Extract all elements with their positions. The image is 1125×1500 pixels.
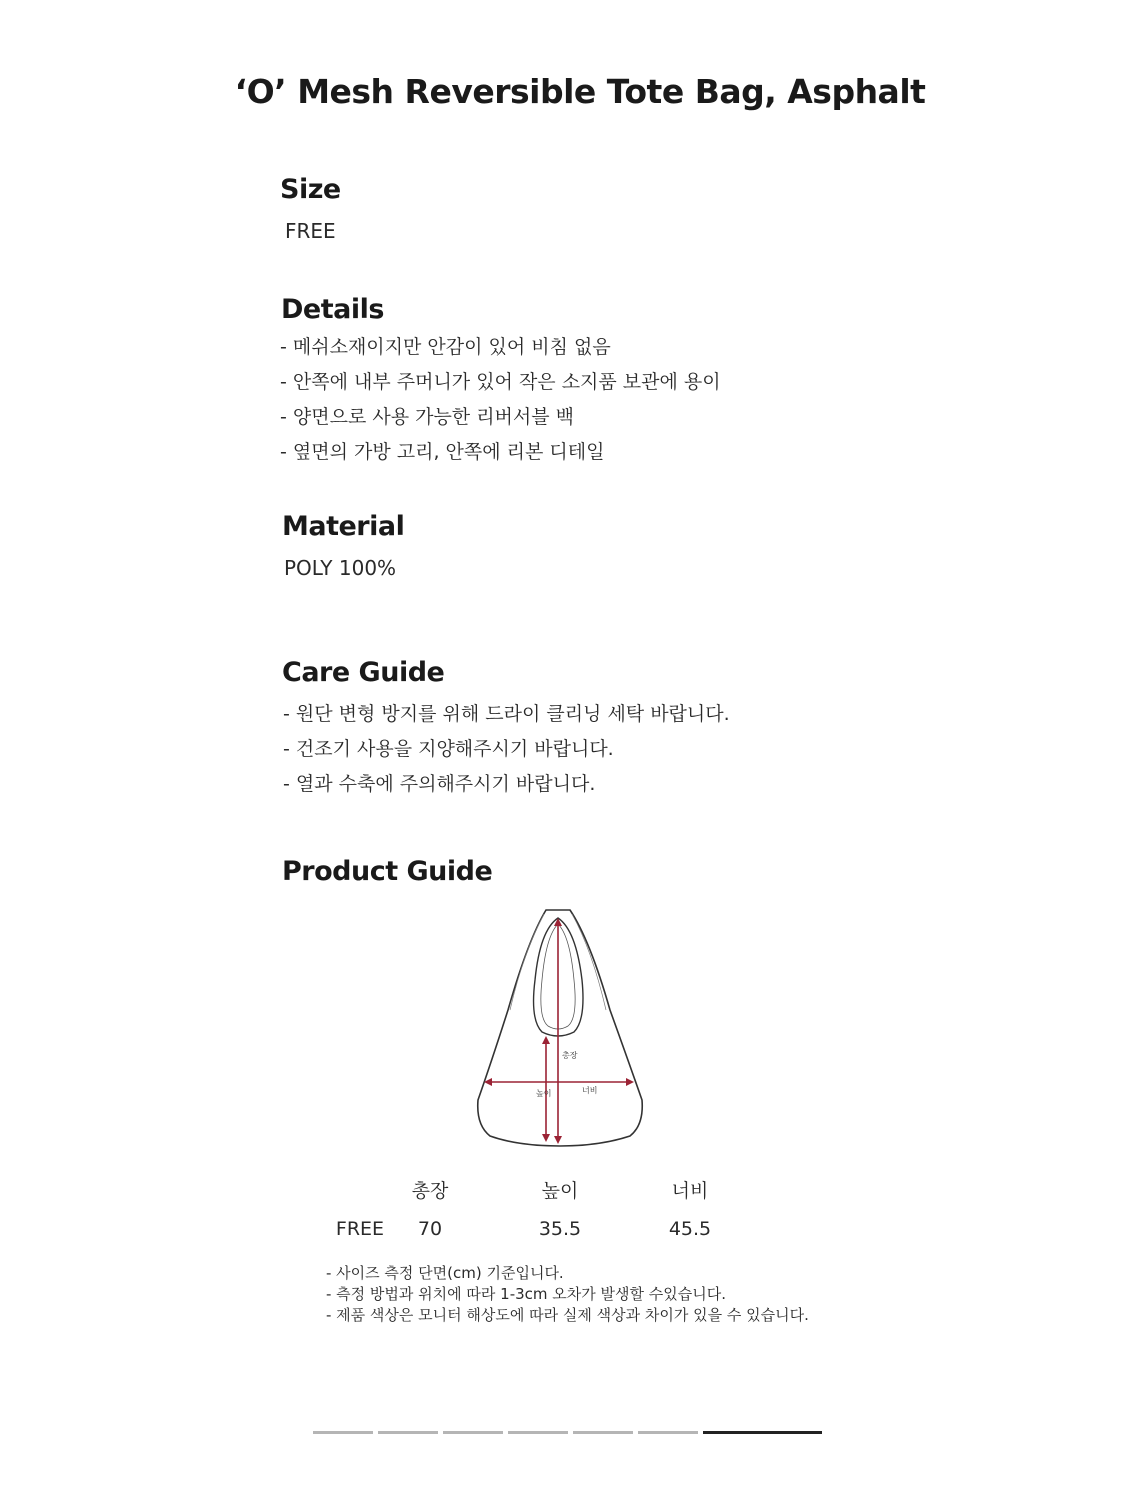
pagination-dot[interactable] <box>638 1431 698 1434</box>
product-title: ‘O’ Mesh Reversible Tote Bag, Asphalt <box>234 72 926 111</box>
pagination-dot[interactable] <box>573 1431 633 1434</box>
size-table <box>0 1176 1125 1256</box>
details-item: - 메쉬소재이지만 안감이 있어 비침 없음 <box>280 336 611 358</box>
note-item: - 사이즈 측정 단면(cm) 기준입니다. <box>326 1264 564 1282</box>
pagination-dot[interactable] <box>508 1431 568 1434</box>
care-guide-item: - 건조기 사용을 지양해주시기 바랍니다. <box>283 738 614 760</box>
product-guide-heading: Product Guide <box>282 856 493 887</box>
bag-outline <box>478 910 643 1146</box>
table-cell-height: 35.5 <box>538 1218 582 1240</box>
care-guide-heading: Care Guide <box>282 657 445 688</box>
size-heading: Size <box>280 174 341 205</box>
pagination-dot[interactable] <box>313 1431 373 1434</box>
height-label: 높이 <box>536 1089 552 1098</box>
size-value: FREE <box>285 219 336 243</box>
arrow-head <box>554 918 562 926</box>
total-length-label: 총장 <box>562 1051 578 1060</box>
material-value: POLY 100% <box>284 556 397 580</box>
arrow-head <box>626 1078 634 1086</box>
tote-bag-diagram <box>470 900 650 1150</box>
arrow-head <box>542 1036 550 1044</box>
pagination-dot-active[interactable] <box>703 1431 822 1434</box>
pagination-indicator <box>313 1431 822 1434</box>
pagination-dot[interactable] <box>443 1431 503 1434</box>
bag-stitch <box>510 914 544 1010</box>
care-guide-list <box>283 697 730 802</box>
table-header-height: 높이 <box>541 1180 579 1202</box>
bag-stitch <box>572 914 606 1010</box>
care-guide-item: - 열과 수축에 주의해주시기 바랍니다. <box>283 773 596 795</box>
table-row-size: FREE <box>335 1218 385 1240</box>
note-item: - 제품 색상은 모니터 해상도에 따라 실제 색상과 차이가 있을 수 있습니다. <box>326 1306 809 1324</box>
table-header-width: 너비 <box>671 1180 709 1202</box>
details-heading: Details <box>281 294 384 325</box>
material-heading: Material <box>282 511 405 542</box>
width-label: 너비 <box>582 1086 598 1095</box>
table-header-total-length: 총장 <box>411 1180 449 1202</box>
details-item: - 옆면의 가방 고리, 안쪽에 리본 디테일 <box>280 441 605 463</box>
table-cell-total-length: 70 <box>417 1218 443 1240</box>
details-item: - 양면으로 사용 가능한 리버서블 백 <box>280 406 575 428</box>
arrow-head <box>542 1134 550 1142</box>
care-guide-item: - 원단 변형 방지를 위해 드라이 클리닝 세탁 바랍니다. <box>283 703 730 725</box>
details-item: - 안쪽에 내부 주머니가 있어 작은 소지품 보관에 용이 <box>280 371 721 393</box>
note-item: - 측정 방법과 위치에 따라 1-3cm 오차가 발생할 수있습니다. <box>326 1285 726 1303</box>
pagination-dot[interactable] <box>378 1431 438 1434</box>
details-list <box>280 330 721 470</box>
arrow-head <box>554 1136 562 1144</box>
table-cell-width: 45.5 <box>668 1218 712 1240</box>
measurement-notes <box>326 1263 809 1326</box>
